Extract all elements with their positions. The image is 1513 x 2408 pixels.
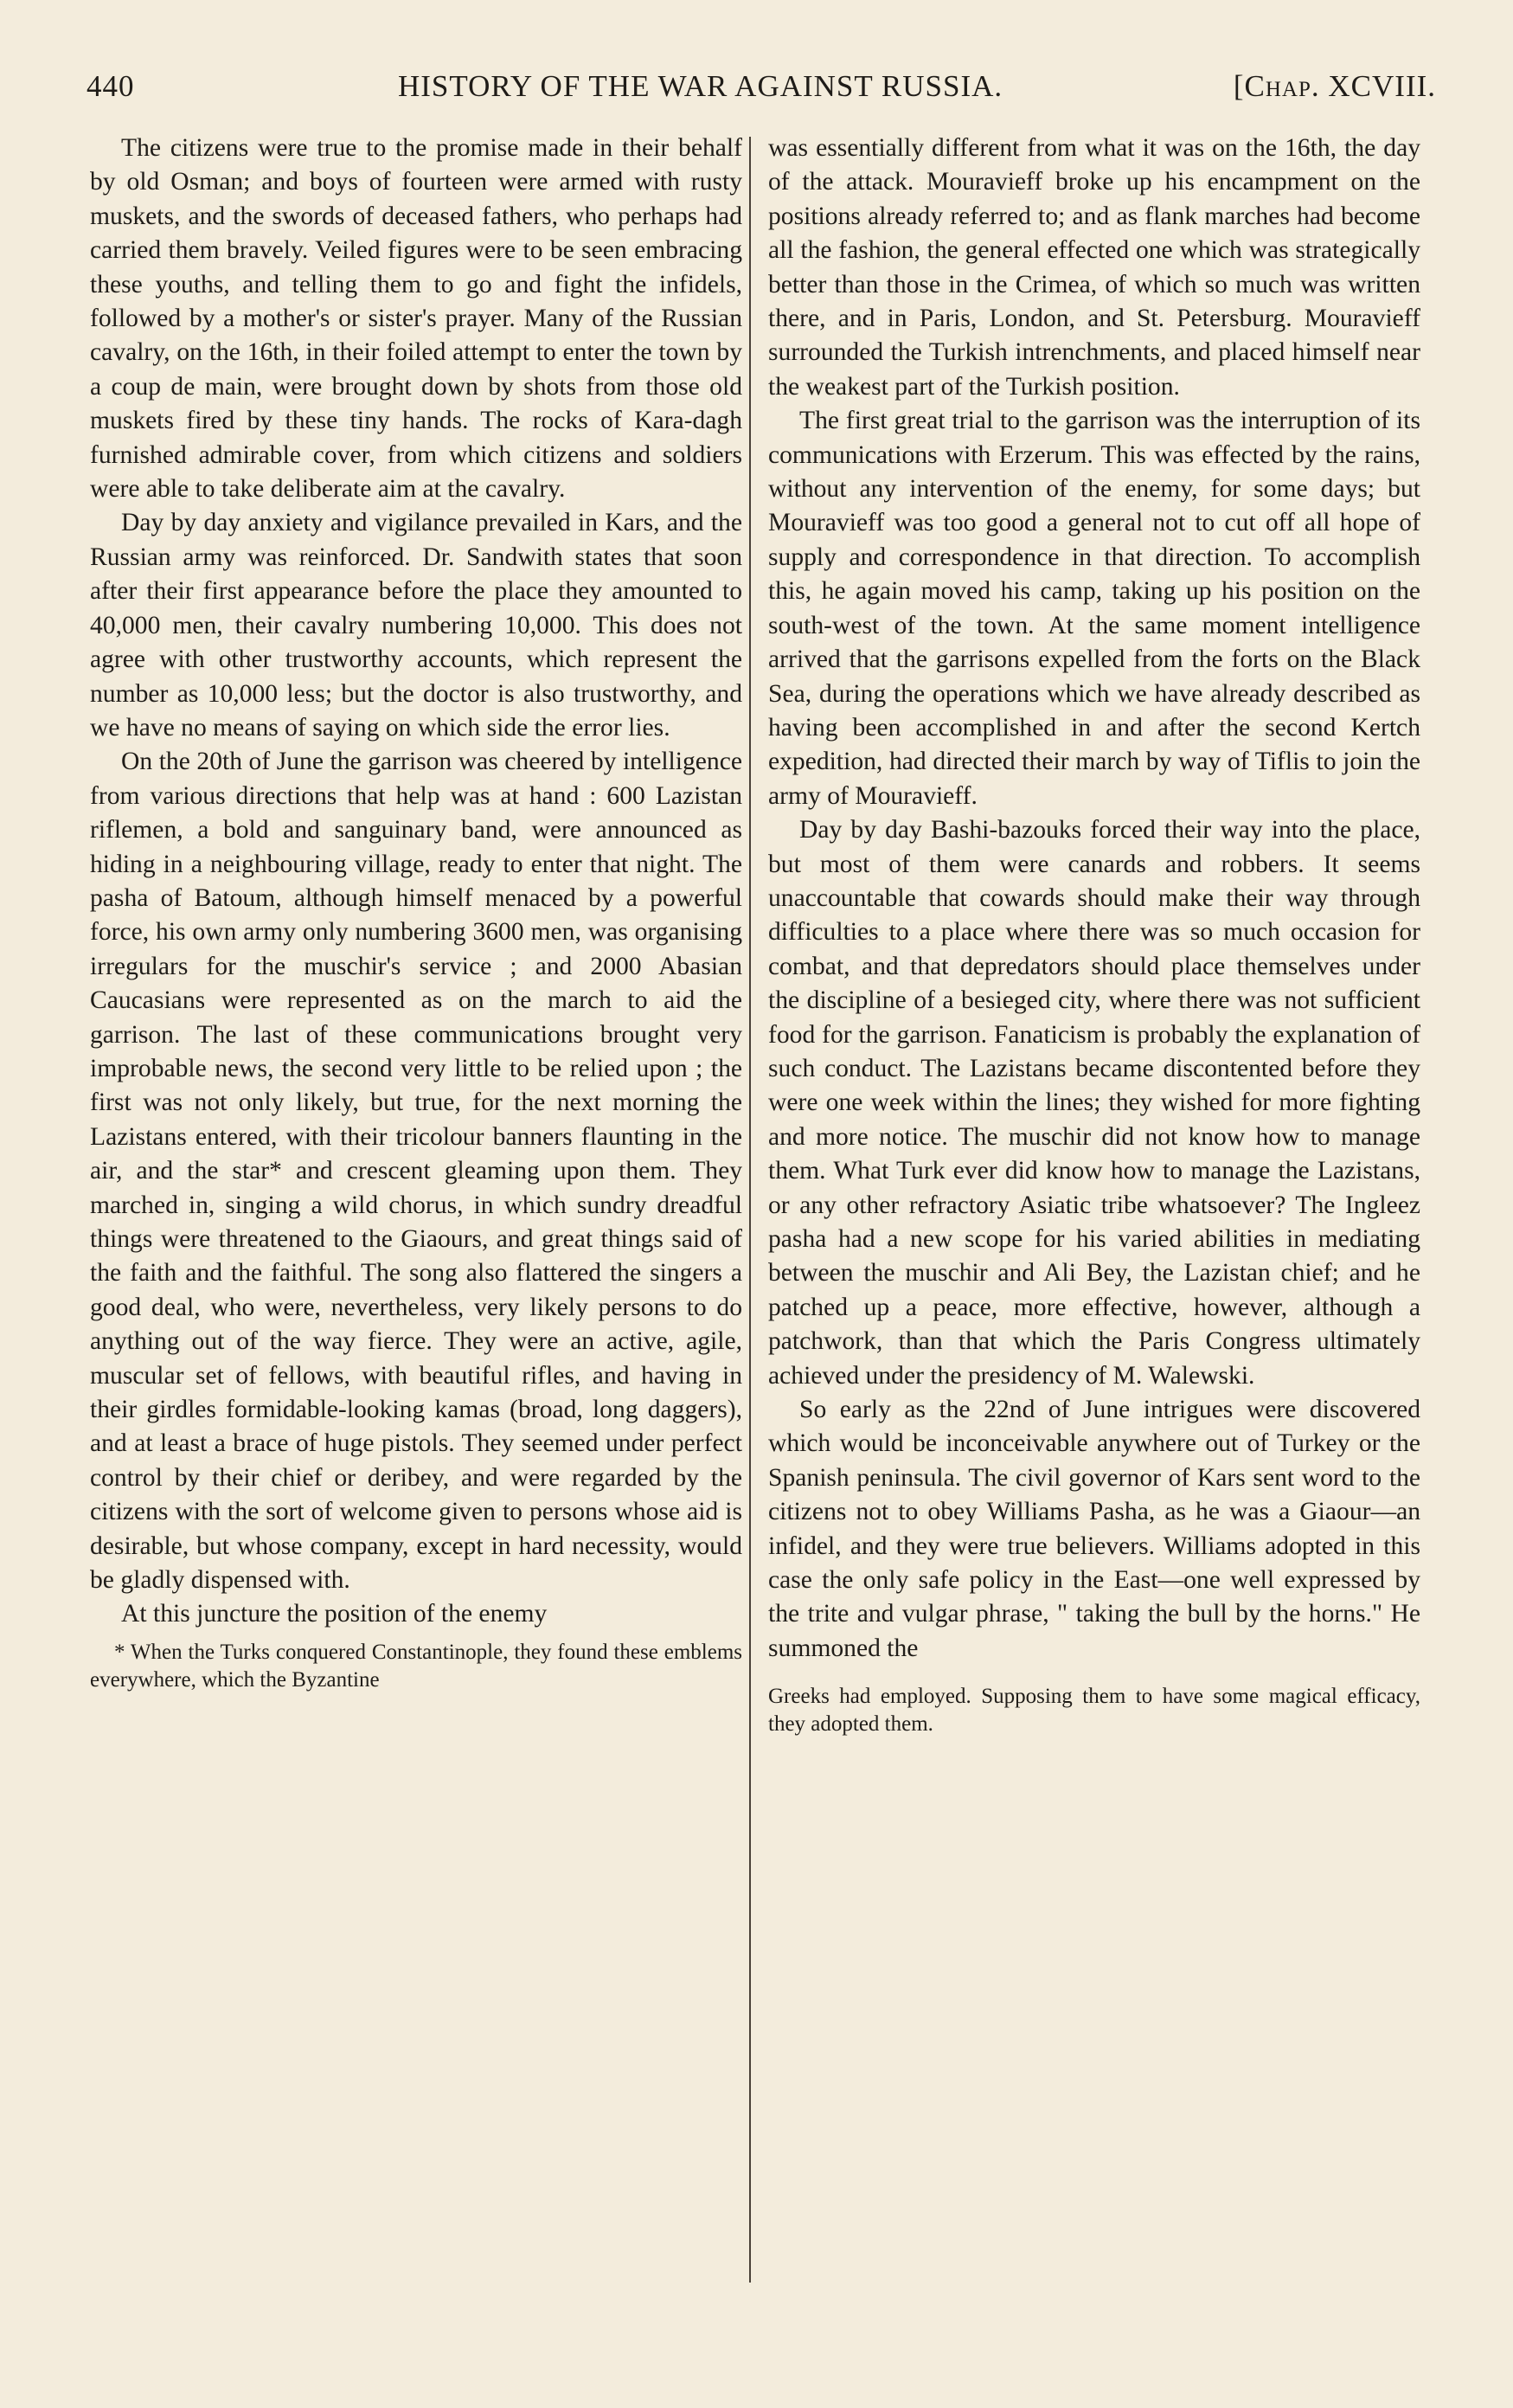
paragraph: Day by day Bashi-bazouks forced their way into the place, but most of them were canards and robbers. It seems unaccountable that cowards should make their way through difficulties to a place where there was so much occasion for combat, and that depredators should place themselves under the discipline of a besieged city, where there was not sufficient food for the garrison. Fanaticism is probably the explanation of such conduct. The Lazistans became discontented before they were one week within the lines; they wished for more fighting and more notice. The muschir did not know how to manage them. What Turk ever did know how to manage the Lazistans, or any other refractory Asiatic tribe whatsoever? The Ingleez pasha had a new scope for his varied abilities in mediating between the muschir and Ali Bey, the Lazistan chief; and he patched up a peace, more effective, however, although a patchwork, than that which the Paris Congress ultimately achieved under the presidency of M. Walewski. — [768, 816, 1420, 1390]
paragraph: On the 20th of June the garrison was cheered by intelligence from various directions that help was at hand : 600 Lazistan riflemen, a bold and sanguinary band, were announced as hiding in a neighbouring village, ready to enter that night. The pasha of Batoum, although himself menaced by a powerful force, his own army only numbering 3600 men, was organising irregulars for the muschir's service ; and 2000 Abasian Caucasians were represented as on the march to aid the garrison. The last of these communications brought very improbable news, the second very little to be relied upon ; the first was not only likely, but true, for the next morning the Lazistans entered, with their tricolour banners flaunting in the air, and the star* and crescent gleaming upon them. They marched in, singing a wild chorus, in which sundry dreadful things were threatened to the Giaours, and great things said of the faith and the faithful. The song also flattered the singers a good deal, who were, nevertheless, very likely persons to do anything out of the way fierce. They were an active, agile, muscular set of fellows, with beautiful rifles, and having in their girdles formidable-looking kamas (broad, long daggers), and at least a brace of huge pistols. They seemed under perfect control by their chief or deribey, and were regarded by the citizens with the sort of welcome given to persons whose aid is desirable, but whose company, except in hard necessity, would be gladly dispensed with. — [90, 748, 742, 1595]
running-header — [87, 61, 1436, 116]
column-divider — [749, 137, 751, 2283]
paragraph: Day by day anxiety and vigilance prevailed in Kars, and the Russian army was reinforced. Dr. Sandwith states that soon after their first appearance before the place they amounted to 40,000 men, their cavalry numbering 10,000. This does not agree with other trustworthy accounts, which represent the number as 10,000 less; but the doctor is also trustworthy, and we have no means of saying on which side the error lies. — [90, 509, 742, 742]
running-title: HISTORY OF THE WAR AGAINST RUSSIA. — [398, 69, 1003, 103]
left-column — [90, 132, 742, 1694]
footnote-continued: Greeks had employed. Supposing them to have some magical efficacy, they adopted them. — [768, 1685, 1420, 1737]
paragraph: So early as the 22nd of June intrigues were discovered which would be inconceivable anywhere out of Turkey or the Spanish peninsula. The civil governor of Kars sent word to the citizens not to obey Williams Pasha, as he was a Giaour—an infidel, and they were true believers. Williams adopted in this case the only safe policy in the East—one well expressed by the trite and vulgar phrase, " taking the bull by the horns." He summoned the — [768, 1396, 1420, 1662]
paragraph: The citizens were true to the promise made in their behalf by old Osman; and boys of fourteen were armed with rusty muskets, and the swords of deceased fathers, who perhaps had carried them bravely. Veiled figures were to be seen embracing these youths, and telling them to go and fight the infidels, followed by a mother's or sister's prayer. Many of the Russian cavalry, on the 16th, in their foiled attempt to enter the town by a coup de main, were brought down by shots from those old muskets fired by these tiny hands. The rocks of Kara-dagh furnished admirable cover, from which citizens and soldiers were able to take deliberate aim at the cavalry. — [90, 134, 742, 504]
chapter-label: [Chap. XCVIII. — [1233, 69, 1436, 103]
page-number: 440 — [87, 69, 135, 103]
paragraph: was essentially different from what it was on the 16th, the day of the attack. Mouravieff broke up his encampment on the positions already referred to; and as flank marches had become all the fashion, the general effected one which was strategically better than those in the Crimea, of which so much was written there, and in Paris, London, and St. Petersburg. Mouravieff surrounded the Turkish intrenchments, and placed himself near the weakest part of the Turkish position. — [768, 134, 1420, 401]
paragraph: At this juncture the position of the enemy — [121, 1600, 548, 1628]
paragraph: The first great trial to the garrison was the interruption of its communications with Erzerum. This was effected by the rains, without any intervention of the enemy, for some days; but Mouravieff was too good a general not to cut off all hope of supply and correspondence in that direction. To accomplish this, he again moved his camp, taking up his position on the south-west of the town. At the same moment intelligence arrived that the garrisons expelled from the forts on the Black Sea, during the operations which we have already described as having been accomplished in and after the second Kertch expedition, had directed their march by way of Tiflis to join the army of Mouravieff. — [768, 407, 1420, 810]
footnote: * When the Turks conquered Constantinople, they found these emblems everywhere, which the Byzantine — [90, 1640, 742, 1692]
right-column — [768, 132, 1420, 1738]
